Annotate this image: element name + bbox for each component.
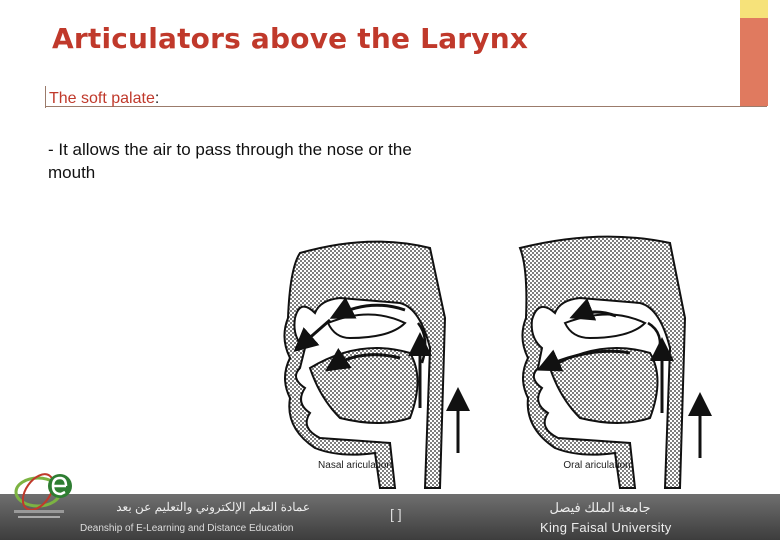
page-number: [ ] <box>390 506 402 522</box>
footer-university-arabic: جامعة الملك فيصل <box>549 500 651 515</box>
subtitle-colon: : <box>154 90 160 107</box>
oral-articulation-label: Oral ariculation <box>563 460 631 471</box>
header-divider-tick <box>45 86 46 108</box>
articulation-diagram <box>280 228 720 498</box>
accent-bar-orange <box>740 18 768 106</box>
oral-head-drawing <box>520 237 685 488</box>
footer-deanship-arabic: عمادة التعلم الإلكتروني والتعليم عن بعد <box>116 500 310 514</box>
subtitle-text: The soft palate <box>49 90 155 107</box>
accent-bar-yellow <box>740 0 768 18</box>
bullet-text: - It allows the air to pass through the nose or the mouth <box>48 140 412 182</box>
footer-bar <box>0 494 780 540</box>
footer-university-english: King Faisal University <box>540 520 672 535</box>
subtitle <box>49 90 159 108</box>
slide-title: Articulators above the Larynx <box>52 22 529 55</box>
nasal-articulation-label: Nasal ariculation <box>318 460 392 471</box>
footer-deanship-english: Deanship of E-Learning and Distance Education <box>80 523 294 534</box>
e-learning-logo-icon <box>8 468 78 534</box>
